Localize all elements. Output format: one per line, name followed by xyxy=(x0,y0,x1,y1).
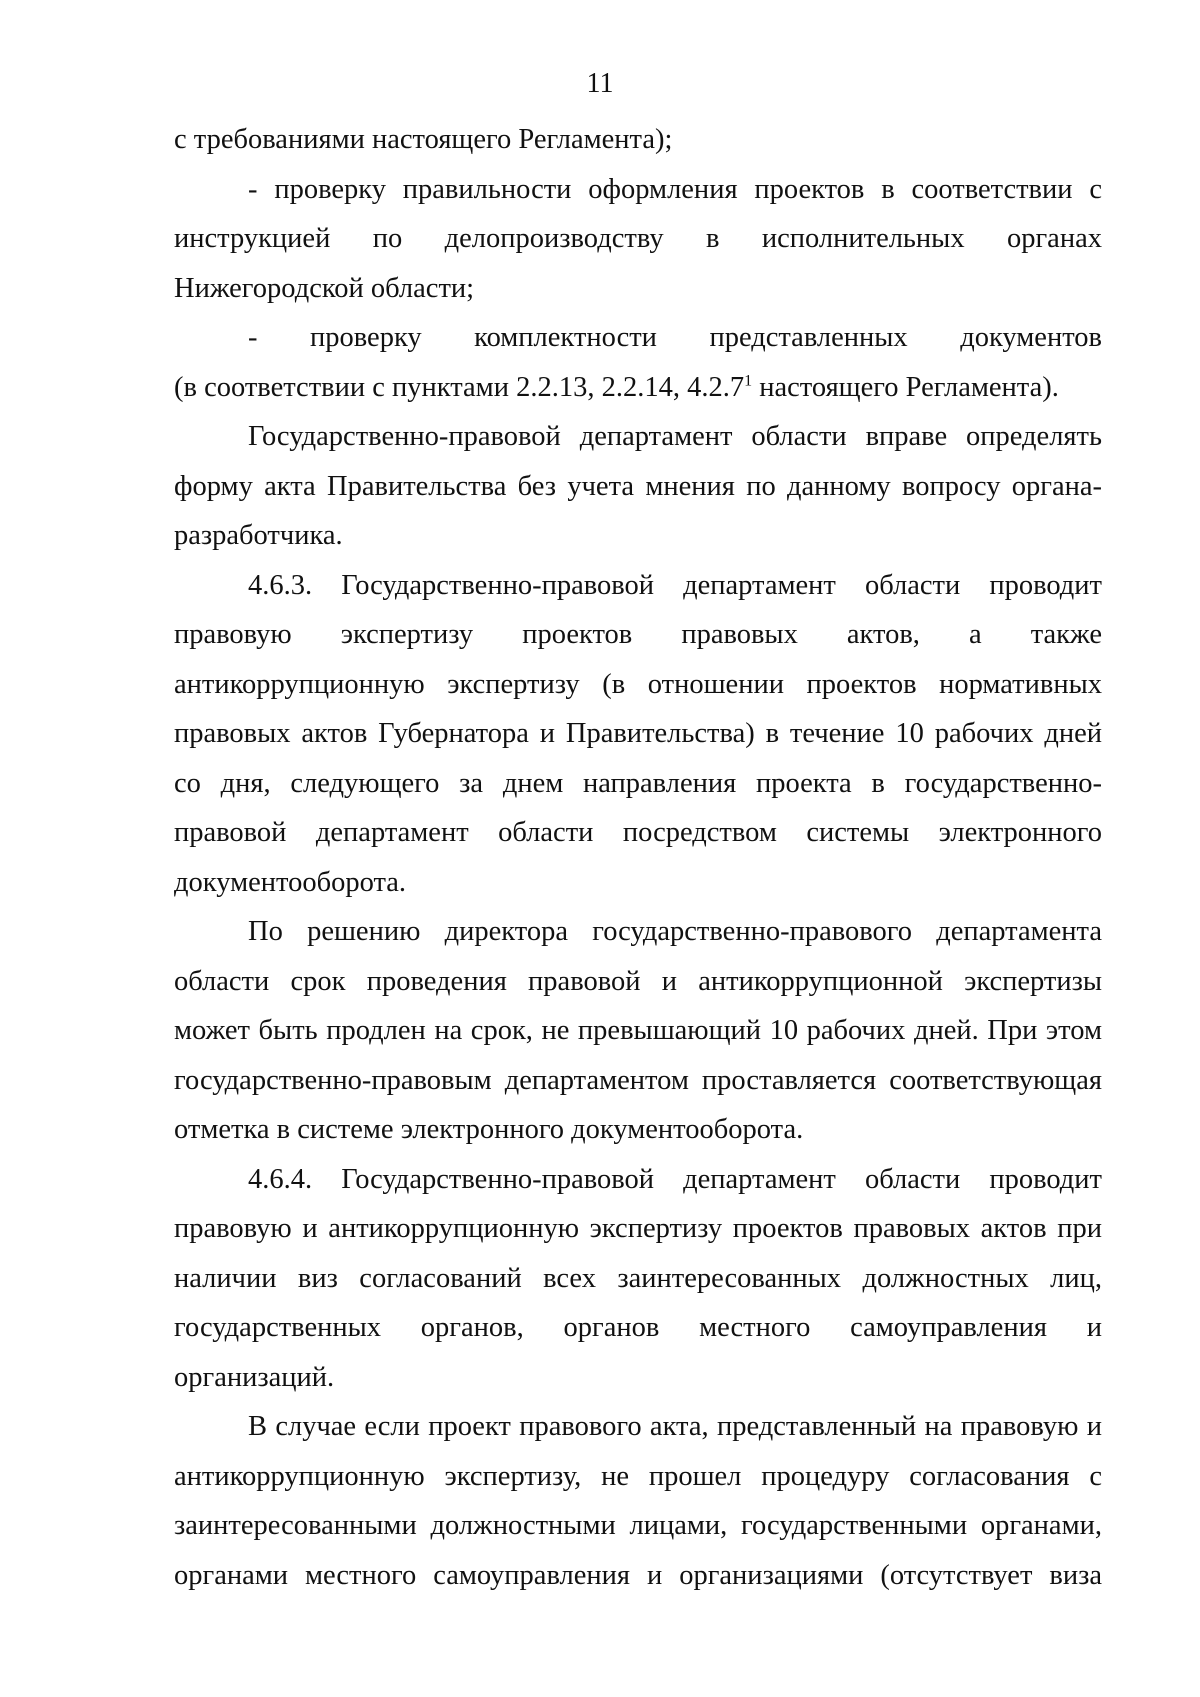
text-line: со дня, следующего за днем направления проекта в государственно- xyxy=(174,767,1102,799)
text-line: может быть продлен на срок, не превышающий 10 рабочих дней. При этом xyxy=(174,1015,1102,1046)
text-line: органами местного самоуправления и организациями (отсутствует виза xyxy=(174,1559,1102,1591)
text-line: наличии виз согласований всех заинтересованных должностных лиц, xyxy=(174,1262,1102,1294)
text-line: правовых актов Губернатора и Правительства) в течение 10 рабочих дней xyxy=(174,718,1102,749)
text-line xyxy=(174,363,1102,413)
paragraph-section-4-6-3 xyxy=(174,561,1102,908)
text-line: - проверку правильности оформления проектов в соответствии с xyxy=(248,173,1102,205)
text-line: Государственно-правовой департамент области вправе определять xyxy=(248,421,1102,452)
text-line: 4.6.3. Государственно-правовой департамент области проводит xyxy=(248,569,1102,601)
paragraph-list-item-completeness-check xyxy=(174,313,1102,412)
paragraph-no-approval xyxy=(174,1402,1102,1600)
text-line: правовую и антикоррупционную экспертизу проектов правовых актов при xyxy=(174,1213,1102,1244)
text-line: правовую экспертизу проектов правовых актов, а также xyxy=(174,619,1102,650)
text-line: антикоррупционную экспертизу (в отношении проектов нормативных xyxy=(174,668,1102,700)
text-line: организаций. xyxy=(174,1361,335,1393)
text-line: инструкцией по делопроизводству в исполнительных органах xyxy=(174,223,1102,254)
text-line: По решению директора государственно-правового департамента xyxy=(248,916,1102,947)
text-line: отметка в системе электронного документооборота. xyxy=(174,1114,804,1145)
text-line: форму акта Правительства без учета мнения по данному вопросу органа- xyxy=(174,470,1102,502)
text-line: 4.6.4. Государственно-правовой департамент области проводит xyxy=(248,1163,1102,1195)
superscript: 1 xyxy=(744,372,753,389)
page-number: 11 xyxy=(586,68,614,99)
text-line: государственных органов, органов местного самоуправления и xyxy=(174,1312,1102,1343)
text-line: заинтересованными должностными лицами, государственными органами, xyxy=(174,1510,1102,1541)
text-line: государственно-правовым департаментом проставляется соответствующая xyxy=(174,1064,1102,1096)
text-line: антикоррупционную экспертизу, не прошел процедуру согласования с xyxy=(174,1460,1102,1492)
paragraph-extension xyxy=(174,907,1102,1155)
document-body xyxy=(174,115,1102,1600)
paragraph-list-item-format-check xyxy=(174,165,1102,314)
text-line: Нижегородской области; xyxy=(174,272,475,304)
text-line: разработчика. xyxy=(174,520,343,551)
text-line: документооборота. xyxy=(174,866,407,898)
paragraph-continuation xyxy=(174,115,1102,165)
text-fragment: настоящего Регламента). xyxy=(752,371,1059,403)
text-fragment: (в соответствии с пунктами 2.2.13, 2.2.14, 4.2.7 xyxy=(174,371,745,403)
text-line: с требованиями настоящего Регламента); xyxy=(174,124,673,155)
text-line: области срок проведения правовой и антикоррупционной экспертизы xyxy=(174,965,1102,997)
text-line: - проверку комплектности представленных документов xyxy=(248,322,1102,353)
paragraph-section-4-6-4 xyxy=(174,1155,1102,1403)
paragraph-form-of-act xyxy=(174,412,1102,561)
text-line: правовой департамент области посредством системы электронного xyxy=(174,817,1102,848)
text-line: В случае если проект правового акта, представленный на правовую и xyxy=(248,1411,1102,1442)
